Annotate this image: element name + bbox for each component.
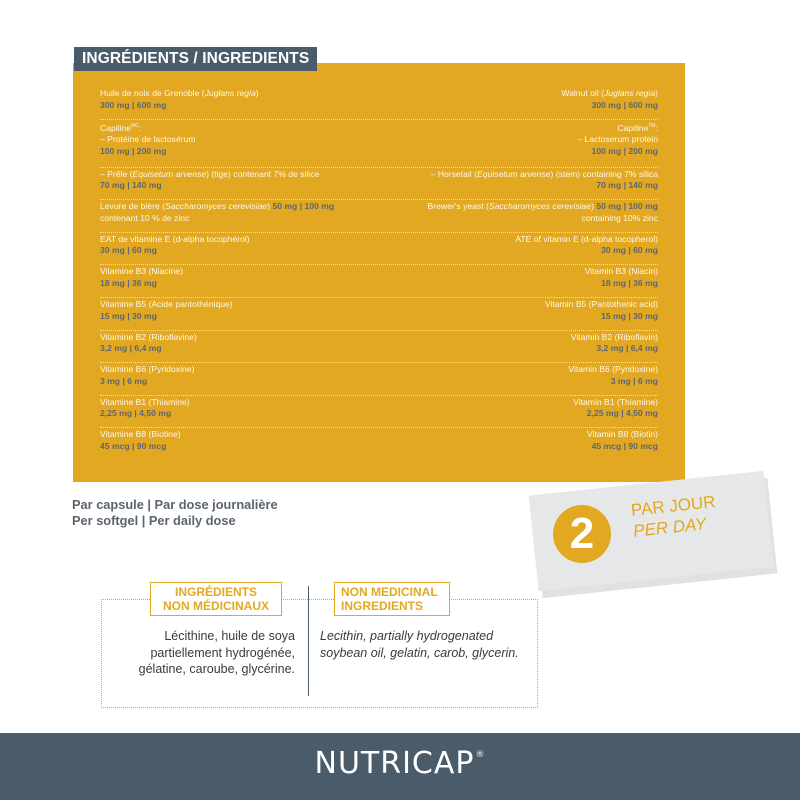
ingredient-row: Huile de noix de Grenoble (Juglans regia) 300 mg | 600 mg Walnut oil (Juglans regia) 300 mg | 600 mg: [100, 87, 658, 120]
quantity: 70 mg | 140 mg: [100, 180, 162, 191]
ingredient-row: Levure de bière (Saccharomyces cerevisiae) 50 mg | 100 mg contenant 10 % de zinc Brewer's yeast (Saccharomyces cerevisiae) 50 mg | 100 mg containing 10% zinc: [100, 200, 658, 233]
brand-logo: NUTRICAP®: [314, 746, 486, 781]
divider: [308, 586, 309, 696]
ingredient-row: Vitamine B6 (Pyridoxine) 3 mg | 6 mg Vitamin B6 (Pyridoxine) 3 mg | 6 mg: [100, 363, 658, 396]
dose-caption: Par capsule | Par dose journalière Per softgel | Per daily dose: [72, 497, 278, 528]
ingredient-row: Vitamine B1 (Thiamine) 2,25 mg | 4,50 mg Vitamin B1 (Thiamine) 2,25 mg | 4,50 mg: [100, 396, 658, 429]
non-medicinal-text-fr: Lécithine, huile de soya partiellement hydrogénée, gélatine, caroube, glycérine.: [138, 629, 295, 676]
dosage-count: 2: [553, 505, 611, 563]
ingredients-title: INGRÉDIENTS / INGREDIENTS: [74, 47, 317, 71]
quantity: 50 mg | 100 mg: [596, 201, 658, 212]
quantity: 100 mg | 200 mg: [100, 145, 167, 156]
quantity: 18 mg | 36 mg: [601, 277, 658, 288]
ingredient-row: Capiline$^{MC}$: – Protéine de lactosérum 100 mg | 200 mg Capiline™: – Lactoserum protein 100 mg | 200 mg: [100, 120, 658, 168]
quantity: 2,25 mg | 4,50 mg: [586, 408, 658, 419]
quantity: 3 mg | 6 mg: [100, 375, 148, 386]
ingredients-panel: [73, 63, 685, 482]
quantity: 70 mg | 140 mg: [596, 180, 658, 191]
quantity: 3,2 mg | 6,4 mg: [100, 343, 162, 354]
ingredient-row: Vitamine B3 (Niacine) 18 mg | 36 mg Vitamin B3 (Niacin) 18 mg | 36 mg: [100, 265, 658, 298]
quantity: 300 mg | 600 mg: [591, 99, 658, 110]
ingredient-row: – Prêle (Equisetum arvense) (tige) contenant 7% de silice 70 mg | 140 mg – Horsetail (Equisetum arvense) (stem) containing 7% silica 70 mg | 140 mg: [100, 168, 658, 201]
quantity: 45 mcg | 90 mcg: [591, 440, 658, 451]
quantity: 15 mg | 30 mg: [601, 310, 658, 321]
quantity: 30 mg | 60 mg: [601, 245, 658, 256]
quantity: 18 mg | 36 mg: [100, 277, 157, 288]
non-medicinal-label-en: NON MEDICINAL INGREDIENTS: [334, 582, 450, 616]
quantity: 15 mg | 30 mg: [100, 310, 157, 321]
non-medicinal-label-fr: INGRÉDIENTS NON MÉDICINAUX: [150, 582, 282, 616]
quantity: 50 mg | 100 mg: [272, 201, 335, 212]
quantity: 2,25 mg | 4,50 mg: [100, 408, 172, 419]
quantity: 300 mg | 600 mg: [100, 99, 167, 110]
ingredient-row: EAT de vitamine E (d-alpha tocophérol) 30 mg | 60 mg ATE of vitamin E (d-alpha tocopherol) 30 mg | 60 mg: [100, 233, 658, 266]
ingredient-row: Vitamine B2 (Riboflavine) 3,2 mg | 6,4 mg Vitamin B2 (Riboflavin) 3,2 mg | 6,4 mg: [100, 331, 658, 364]
ingredient-row: Vitamine B5 (Acide pantothénique) 15 mg | 30 mg Vitamin B5 (Pantothenic acid) 15 mg | 30 mg: [100, 298, 658, 331]
quantity: 45 mcg | 90 mcg: [100, 440, 167, 451]
quantity: 100 mg | 200 mg: [591, 145, 658, 156]
quantity: 3,2 mg | 6,4 mg: [596, 343, 658, 354]
dosage-label: PAR JOUR PER DAY: [630, 492, 717, 541]
non-medicinal-text-en: Lecithin, partially hydrogenated soybean oil, gelatin, carob, glycerin.: [320, 629, 519, 660]
quantity: 3 mg | 6 mg: [610, 375, 658, 386]
quantity: 30 mg | 60 mg: [100, 245, 157, 256]
ingredient-row: Vitamine B8 (Biotine) 45 mcg | 90 mcg Vitamin B8 (Biotin) 45 mcg | 90 mcg: [100, 429, 658, 451]
